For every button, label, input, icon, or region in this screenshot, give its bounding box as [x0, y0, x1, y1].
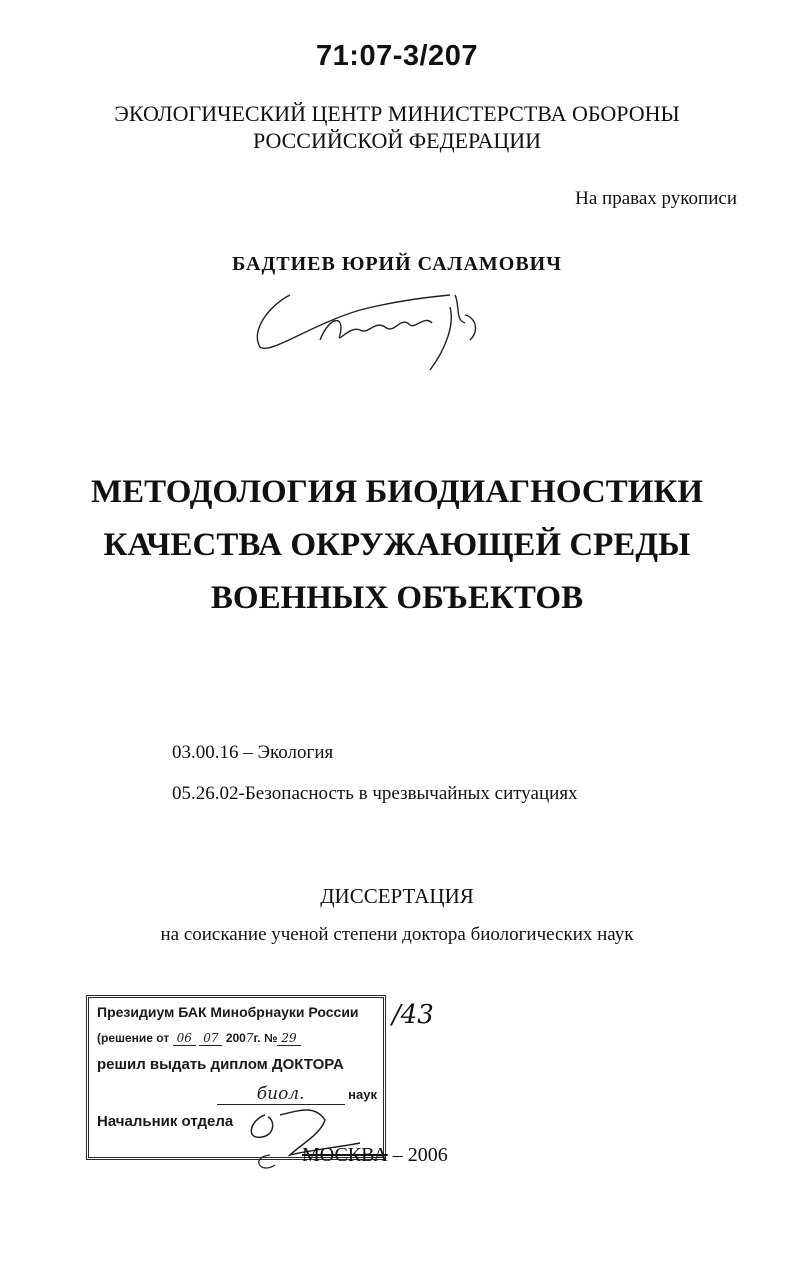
specialty-2: 05.26.02-Безопасность в чрезвычайных ситуациях: [172, 783, 578, 804]
stamp-field: биол.: [217, 1084, 345, 1105]
stamp-number-prefix: г. №: [253, 1031, 278, 1045]
stamp-line-1: Президиум БАК Минобрнауки России: [97, 1004, 359, 1020]
stamp-day: 06: [173, 1031, 196, 1046]
organization-line-1: ЭКОЛОГИЧЕСКИЙ ЦЕНТР МИНИСТЕРСТВА ОБОРОНЫ: [114, 101, 680, 126]
city: МОСКВА: [302, 1144, 388, 1166]
dissertation-label: ДИССЕРТАЦИЯ: [320, 884, 474, 908]
archive-cipher: 71:07-3/207: [316, 40, 478, 72]
title-line-3: ВОЕННЫХ ОБЪЕКТОВ: [210, 580, 584, 616]
specialty-1: 03.00.16 – Экология: [172, 742, 334, 763]
title-line-1: МЕТОДОЛОГИЯ БИОДИАГНОСТИКИ: [90, 474, 704, 510]
organization-line-2: РОССИЙСКОЙ ФЕДЕРАЦИИ: [252, 128, 542, 153]
stamp-line-3: решил выдать диплом ДОКТОРА: [97, 1056, 344, 1073]
official-signature-icon: [150, 1095, 390, 1185]
stamp-field-suffix: наук: [348, 1087, 377, 1102]
organization: [0, 100, 794, 154]
title-line-2: КАЧЕСТВА ОКРУЖАЮЩЕЙ СРЕДЫ: [103, 527, 691, 563]
manuscript-rights: На правах рукописи: [575, 188, 737, 209]
stamp-year-digit: 7: [245, 1031, 254, 1045]
stamp-decision-line: [97, 1031, 301, 1045]
city-year: [302, 1144, 448, 1167]
stamp-number-suffix: /43: [392, 1000, 434, 1030]
author-signature-icon: [250, 285, 490, 385]
stamp-line-5: Начальник отдела: [97, 1113, 234, 1130]
dissertation-title: [0, 466, 794, 625]
author-name: БАДТИЕВ ЮРИЙ САЛАМОВИЧ: [232, 253, 562, 275]
stamp-number: 29: [277, 1031, 300, 1046]
stamp-year-prefix: 200: [225, 1031, 246, 1045]
year: – 2006: [392, 1144, 448, 1166]
stamp-decision-prefix: (решение от: [97, 1031, 170, 1045]
stamp-month: 07: [199, 1031, 222, 1046]
degree-line: на соискание ученой степени доктора биологических наук: [160, 924, 634, 945]
